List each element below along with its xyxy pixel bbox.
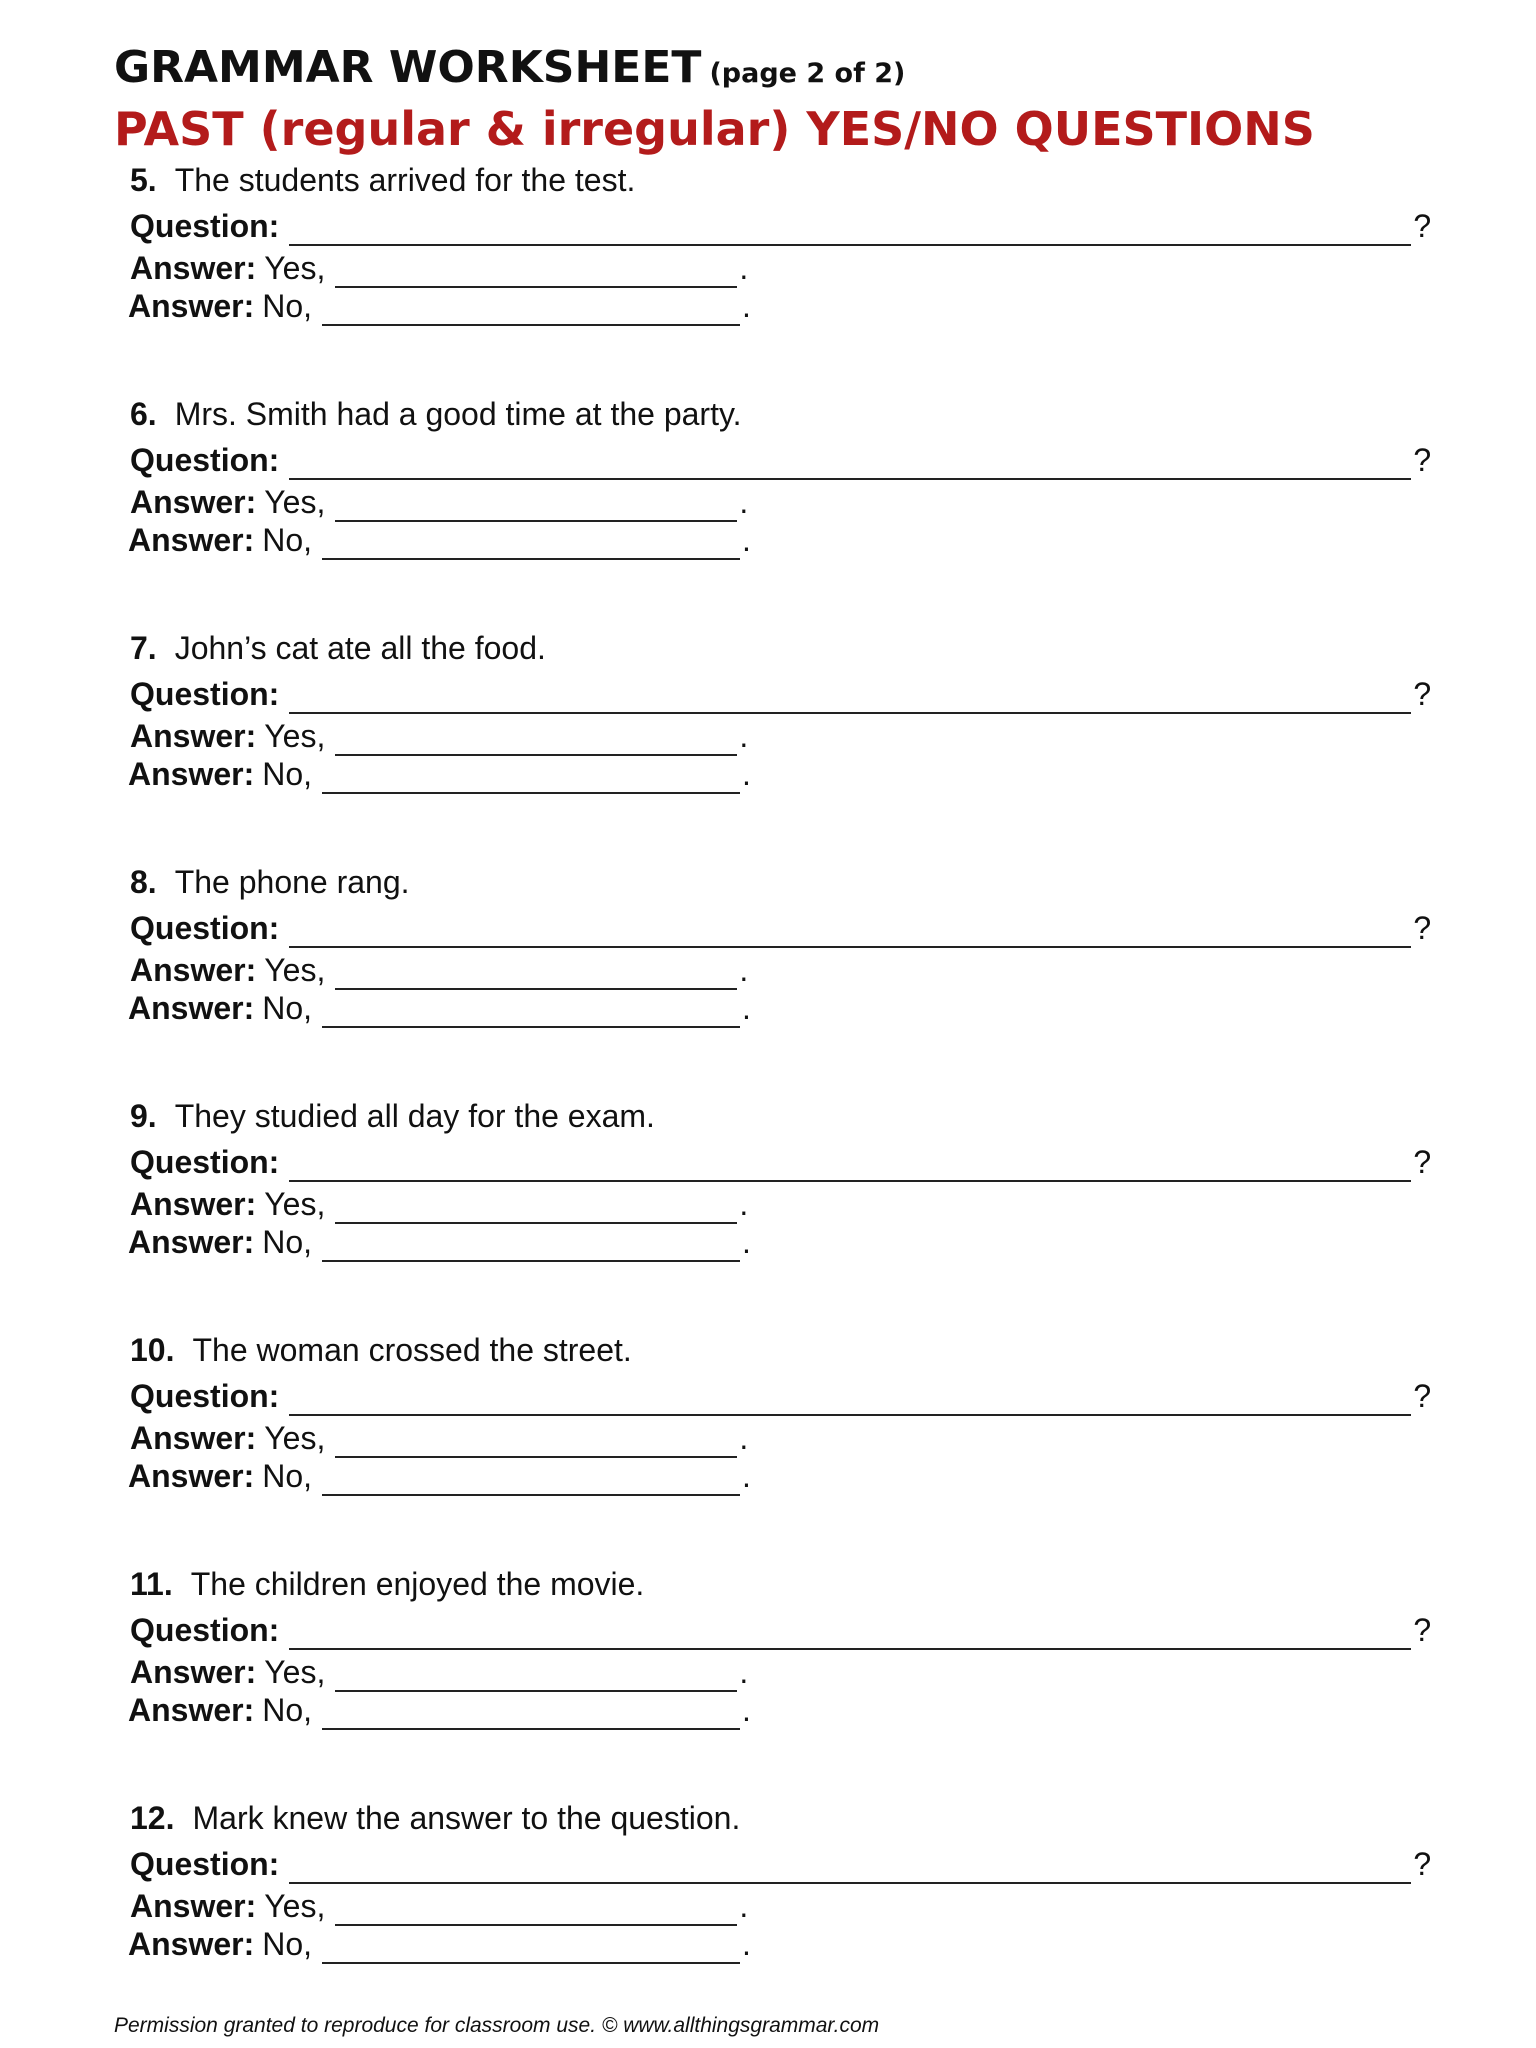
answer-yes-blank[interactable] — [335, 1192, 737, 1224]
exercise-sentence-row — [130, 394, 741, 434]
question-row — [130, 1610, 1431, 1650]
answer-yes-prefix: Yes, — [264, 1186, 326, 1222]
answer-no-period: . — [742, 756, 751, 792]
answer-yes-period: . — [739, 1654, 749, 1690]
answer-label: Answer: — [128, 1458, 255, 1494]
answer-label: Answer: — [130, 952, 257, 988]
exercise-number: 9. — [130, 1098, 157, 1134]
answer-yes-row — [130, 482, 748, 522]
question-blank[interactable] — [289, 214, 1411, 246]
question-mark: ? — [1413, 208, 1432, 244]
exercise-sentence-row — [130, 1564, 644, 1604]
answer-no-blank[interactable] — [322, 1464, 740, 1496]
page-note: (page 2 of 2) — [709, 58, 906, 89]
question-mark: ? — [1413, 1612, 1432, 1648]
answer-no-prefix: No, — [262, 990, 313, 1026]
answer-label: Answer: — [128, 288, 255, 324]
exercise-item — [130, 1096, 1450, 1328]
question-row — [130, 1844, 1431, 1884]
exercise-number: 10. — [130, 1332, 175, 1368]
exercise-sentence: They studied all day for the exam. — [174, 1098, 655, 1134]
question-blank[interactable] — [289, 916, 1411, 948]
question-row — [130, 1142, 1431, 1182]
answer-yes-prefix: Yes, — [264, 1654, 326, 1690]
exercise-number: 5. — [130, 162, 157, 198]
exercise-item — [130, 628, 1450, 860]
worksheet-header — [114, 42, 1454, 158]
answer-label: Answer: — [128, 1224, 255, 1260]
answer-no-row — [128, 286, 751, 326]
answer-no-blank[interactable] — [322, 1698, 740, 1730]
answer-no-period: . — [742, 1458, 751, 1494]
question-row — [130, 440, 1431, 480]
exercise-sentence-row — [130, 628, 546, 668]
question-row — [130, 1376, 1431, 1416]
answer-yes-row — [130, 248, 748, 288]
exercise-number: 8. — [130, 864, 157, 900]
answer-no-blank[interactable] — [322, 996, 740, 1028]
exercise-sentence: The children enjoyed the movie. — [190, 1566, 645, 1602]
answer-label: Answer: — [128, 1926, 255, 1962]
answer-yes-prefix: Yes, — [264, 1420, 326, 1456]
question-label: Question: — [130, 910, 280, 946]
answer-no-period: . — [742, 522, 751, 558]
answer-label: Answer: — [128, 756, 255, 792]
question-blank[interactable] — [289, 682, 1411, 714]
worksheet-title-row — [114, 42, 1454, 100]
answer-yes-row — [130, 1184, 748, 1224]
answer-no-prefix: No, — [262, 1458, 313, 1494]
answer-yes-blank[interactable] — [335, 256, 737, 288]
question-label: Question: — [130, 676, 280, 712]
answer-yes-blank[interactable] — [335, 724, 737, 756]
exercise-sentence: John’s cat ate all the food. — [174, 630, 546, 666]
answer-no-blank[interactable] — [322, 294, 740, 326]
exercise-item — [130, 160, 1450, 392]
exercise-number: 6. — [130, 396, 157, 432]
answer-label: Answer: — [128, 522, 255, 558]
answer-yes-row — [130, 950, 748, 990]
answer-yes-prefix: Yes, — [264, 718, 326, 754]
answer-label: Answer: — [130, 250, 257, 286]
answer-no-period: . — [742, 990, 751, 1026]
question-blank[interactable] — [289, 1852, 1411, 1884]
answer-no-row — [128, 1456, 751, 1496]
question-label: Question: — [130, 442, 280, 478]
exercise-number: 11. — [130, 1566, 173, 1602]
exercise-sentence-row — [130, 160, 635, 200]
exercise-sentence-row — [130, 1798, 740, 1838]
question-mark: ? — [1413, 1846, 1432, 1882]
answer-no-prefix: No, — [262, 1926, 313, 1962]
answer-no-prefix: No, — [262, 1224, 313, 1260]
answer-yes-blank[interactable] — [335, 1660, 737, 1692]
answer-label: Answer: — [128, 1692, 255, 1728]
question-mark: ? — [1413, 1144, 1432, 1180]
exercise-sentence: The woman crossed the street. — [192, 1332, 632, 1368]
exercise-number: 7. — [130, 630, 157, 666]
worksheet-title: GRAMMAR WORKSHEET — [114, 42, 702, 93]
question-mark: ? — [1413, 1378, 1432, 1414]
exercise-sentence-row — [130, 1096, 655, 1136]
answer-no-prefix: No, — [262, 1692, 313, 1728]
question-mark: ? — [1413, 676, 1432, 712]
answer-no-blank[interactable] — [322, 1932, 740, 1964]
answer-no-blank[interactable] — [322, 1230, 740, 1262]
question-row — [130, 206, 1431, 246]
answer-label: Answer: — [128, 990, 255, 1026]
answer-yes-blank[interactable] — [335, 490, 737, 522]
answer-no-row — [128, 1690, 751, 1730]
question-label: Question: — [130, 1378, 280, 1414]
answer-label: Answer: — [130, 718, 257, 754]
question-mark: ? — [1413, 442, 1432, 478]
answer-yes-blank[interactable] — [335, 1894, 737, 1926]
exercise-item — [130, 1798, 1450, 2030]
answer-no-row — [128, 1924, 751, 1964]
answer-yes-blank[interactable] — [335, 1426, 737, 1458]
answer-no-row — [128, 520, 751, 560]
answer-no-period: . — [742, 1224, 751, 1260]
question-label: Question: — [130, 1144, 280, 1180]
footer-permission: Permission granted to reproduce for classroom use. © www.allthingsgrammar.com — [114, 2014, 880, 2037]
answer-no-blank[interactable] — [322, 528, 740, 560]
answer-no-period: . — [742, 1926, 751, 1962]
question-label: Question: — [130, 1612, 280, 1648]
exercise-item — [130, 394, 1450, 626]
question-mark: ? — [1413, 910, 1432, 946]
question-blank[interactable] — [289, 448, 1411, 480]
answer-no-period: . — [742, 1692, 751, 1728]
answer-yes-row — [130, 716, 748, 756]
question-row — [130, 674, 1431, 714]
worksheet-subtitle: PAST (regular & irregular) YES/NO QUESTIONS — [114, 102, 1315, 156]
exercise-sentence: The phone rang. — [174, 864, 410, 900]
exercise-sentence-row — [130, 1330, 632, 1370]
answer-no-prefix: No, — [262, 288, 313, 324]
answer-yes-period: . — [739, 484, 749, 520]
answer-label: Answer: — [130, 1654, 257, 1690]
exercise-sentence: Mrs. Smith had a good time at the party. — [174, 396, 742, 432]
answer-no-prefix: No, — [262, 756, 313, 792]
question-label: Question: — [130, 1846, 280, 1882]
exercise-item — [130, 1330, 1450, 1562]
question-blank[interactable] — [289, 1150, 1411, 1182]
answer-yes-row — [130, 1652, 748, 1692]
question-blank[interactable] — [289, 1384, 1411, 1416]
answer-label: Answer: — [130, 1420, 257, 1456]
answer-no-row — [128, 1222, 751, 1262]
exercise-item — [130, 862, 1450, 1094]
answer-no-period: . — [742, 288, 751, 324]
answer-yes-prefix: Yes, — [264, 952, 326, 988]
answer-label: Answer: — [130, 1888, 257, 1924]
answer-yes-row — [130, 1886, 748, 1926]
exercise-number: 12. — [130, 1800, 175, 1836]
exercise-sentence-row — [130, 862, 410, 902]
answer-yes-period: . — [739, 1420, 749, 1456]
exercise-item — [130, 1564, 1450, 1796]
question-blank[interactable] — [289, 1618, 1411, 1650]
answer-yes-period: . — [739, 1888, 749, 1924]
answer-no-row — [128, 988, 751, 1028]
answer-label: Answer: — [130, 1186, 257, 1222]
answer-yes-row — [130, 1418, 748, 1458]
answer-yes-prefix: Yes, — [264, 250, 326, 286]
answer-yes-period: . — [739, 250, 749, 286]
answer-no-row — [128, 754, 751, 794]
answer-yes-period: . — [739, 718, 749, 754]
answer-yes-period: . — [739, 1186, 749, 1222]
exercise-sentence: The students arrived for the test. — [174, 162, 636, 198]
answer-no-prefix: No, — [262, 522, 313, 558]
question-row — [130, 908, 1431, 948]
exercise-sentence: Mark knew the answer to the question. — [192, 1800, 741, 1836]
answer-yes-period: . — [739, 952, 749, 988]
answer-label: Answer: — [130, 484, 257, 520]
answer-no-blank[interactable] — [322, 762, 740, 794]
question-label: Question: — [130, 208, 280, 244]
answer-yes-prefix: Yes, — [264, 1888, 326, 1924]
answer-yes-blank[interactable] — [335, 958, 737, 990]
answer-yes-prefix: Yes, — [264, 484, 326, 520]
